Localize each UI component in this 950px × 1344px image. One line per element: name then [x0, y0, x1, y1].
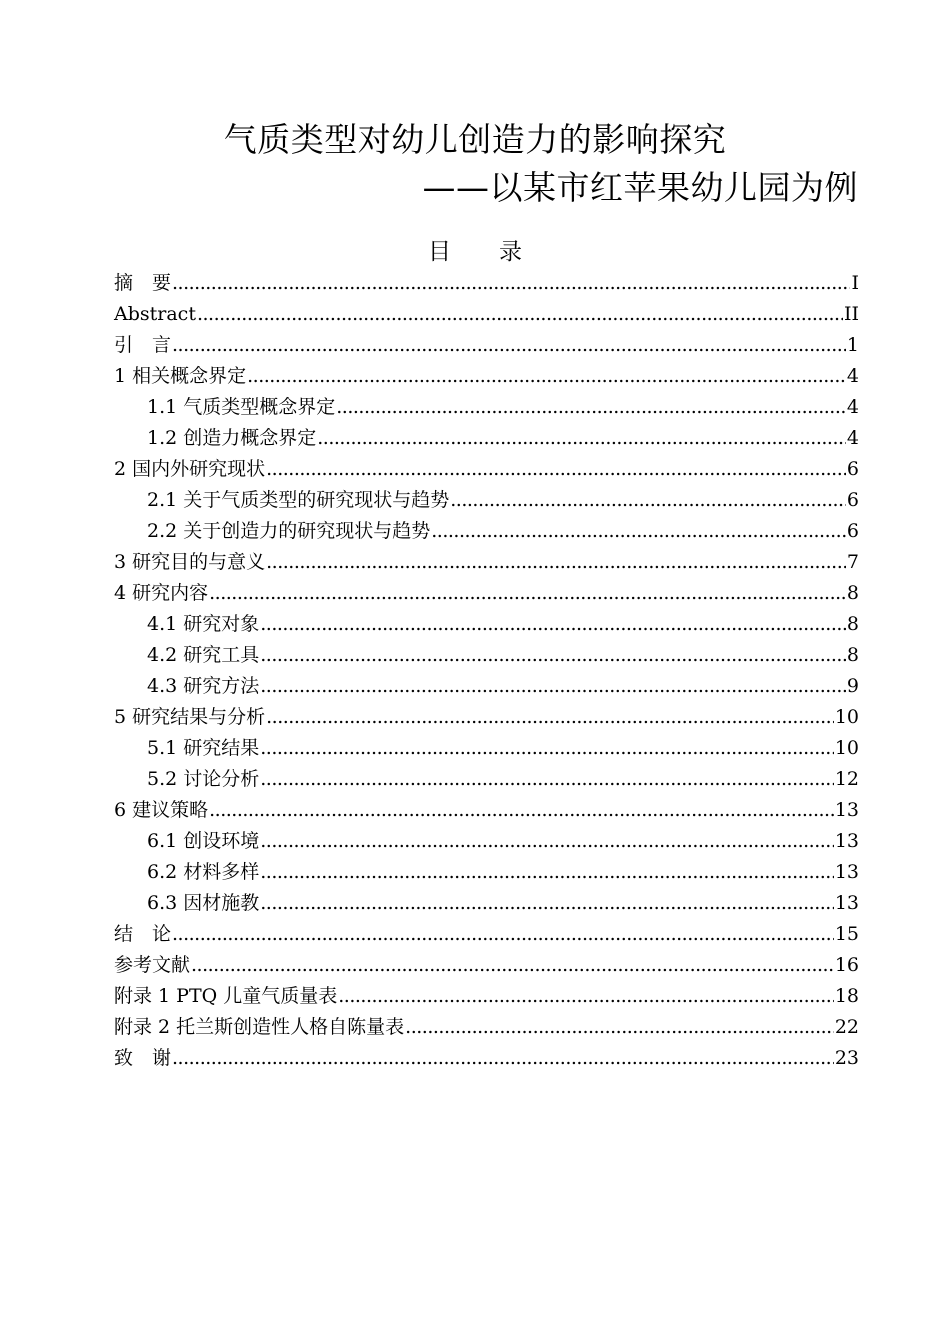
toc-entry[interactable] — [114, 361, 859, 392]
toc-dot-leader — [197, 299, 843, 330]
toc-entry-label: 2.2 关于创造力的研究现状与趋势 — [147, 520, 431, 542]
toc-dot-leader — [338, 981, 834, 1012]
toc-entry[interactable] — [114, 919, 859, 950]
toc-entry[interactable] — [114, 423, 859, 454]
toc-entry-page-number: 6 — [846, 520, 859, 542]
toc-entry-page-number: 4 — [846, 365, 859, 387]
toc-entry[interactable] — [114, 1012, 859, 1043]
toc-entry-page-number: 10 — [834, 706, 859, 728]
toc-entry-page-number: 22 — [834, 1016, 859, 1038]
toc-entry[interactable] — [114, 764, 859, 795]
toc-entry-label: 4.2 研究工具 — [147, 644, 260, 666]
toc-entry-label: 结 论 — [114, 923, 172, 945]
toc-entry-page-number: 9 — [846, 675, 859, 697]
toc-entry-page-number: 8 — [846, 613, 859, 635]
toc-entry-label: 1.1 气质类型概念界定 — [147, 396, 336, 418]
toc-dot-leader — [260, 640, 846, 671]
toc-entry-page-number: 16 — [834, 954, 859, 976]
toc-entry-page-number: 6 — [846, 489, 859, 511]
toc-entry-page-number: 13 — [834, 861, 859, 883]
toc-entry-page-number: 15 — [834, 923, 859, 945]
toc-entry-label: 附录 2 托兰斯创造性人格自陈量表 — [114, 1016, 405, 1038]
toc-dot-leader — [260, 733, 834, 764]
toc-entry[interactable] — [114, 888, 859, 919]
toc-entry-page-number: 7 — [846, 551, 859, 573]
toc-heading-char-1: 目 — [428, 239, 451, 265]
toc-entry-page-number: 10 — [834, 737, 859, 759]
toc-entry-page-number: II — [843, 303, 859, 325]
toc-entry[interactable] — [114, 702, 859, 733]
toc-dot-leader — [260, 857, 834, 888]
toc-dot-leader — [317, 423, 846, 454]
toc-entry[interactable] — [114, 640, 859, 671]
toc-entry-label: 4.1 研究对象 — [147, 613, 260, 635]
toc-entry-label: 5 研究结果与分析 — [114, 706, 266, 728]
toc-entry-page-number: 4 — [846, 427, 859, 449]
toc-entry-label: 4.3 研究方法 — [147, 675, 260, 697]
toc-dot-leader — [260, 609, 846, 640]
toc-heading — [0, 236, 950, 268]
toc-dot-leader — [172, 268, 850, 299]
document-title: 气质类型对幼儿创造力的影响探究 — [223, 120, 727, 159]
toc-entry-page-number: 13 — [834, 830, 859, 852]
toc-entry[interactable] — [114, 1043, 859, 1074]
toc-entry[interactable] — [114, 392, 859, 423]
toc-entry[interactable] — [114, 857, 859, 888]
toc-entry-page-number: 8 — [846, 644, 859, 666]
toc-entry-label: 致 谢 — [114, 1047, 172, 1069]
toc-entry-label: 6.1 创设环境 — [147, 830, 260, 852]
toc-entry-label: 摘 要 — [114, 272, 172, 294]
toc-entry[interactable] — [114, 516, 859, 547]
toc-entry-label: 2 国内外研究现状 — [114, 458, 266, 480]
toc-entry-page-number: 18 — [834, 985, 859, 1007]
toc-entry[interactable] — [114, 795, 859, 826]
toc-dot-leader — [260, 764, 834, 795]
toc-dot-leader — [260, 671, 846, 702]
toc-entry-label: 1.2 创造力概念界定 — [147, 427, 317, 449]
toc-entry[interactable] — [114, 671, 859, 702]
toc-entry[interactable] — [114, 950, 859, 981]
toc-entry-label: 5.2 讨论分析 — [147, 768, 260, 790]
toc-dot-leader — [266, 702, 834, 733]
toc-entry[interactable] — [114, 454, 859, 485]
document-subtitle: ——以某市红苹果幼儿园为例 — [422, 168, 858, 207]
toc-entry[interactable] — [114, 547, 859, 578]
toc-entry-label: 附录 1 PTQ 儿童气质量表 — [114, 985, 338, 1007]
toc-entry-label: 3 研究目的与意义 — [114, 551, 266, 573]
toc-entry-label: 4 研究内容 — [114, 582, 209, 604]
toc-entry[interactable] — [114, 609, 859, 640]
toc-dot-leader — [405, 1012, 834, 1043]
toc-entry-page-number: 8 — [846, 582, 859, 604]
toc-dot-leader — [209, 578, 846, 609]
toc-dot-leader — [191, 950, 834, 981]
toc-entry[interactable] — [114, 733, 859, 764]
toc-entry[interactable] — [114, 485, 859, 516]
toc-entry[interactable] — [114, 578, 859, 609]
toc-dot-leader — [260, 888, 834, 919]
toc-entry-page-number: 13 — [834, 799, 859, 821]
toc-dot-leader — [431, 516, 846, 547]
toc-entry-label: 6.2 材料多样 — [147, 861, 260, 883]
toc-entry-page-number: 6 — [846, 458, 859, 480]
toc-entry-page-number: 12 — [834, 768, 859, 790]
toc-dot-leader — [336, 392, 846, 423]
toc-dot-leader — [172, 330, 846, 361]
toc-entry-label: 1 相关概念界定 — [114, 365, 247, 387]
toc-entry-label: 2.1 关于气质类型的研究现状与趋势 — [147, 489, 450, 511]
toc-entry[interactable] — [114, 826, 859, 857]
toc-entry-label: 6.3 因材施教 — [147, 892, 260, 914]
toc-dot-leader — [209, 795, 834, 826]
toc-dot-leader — [172, 1043, 834, 1074]
toc-entry[interactable] — [114, 981, 859, 1012]
toc-dot-leader — [266, 454, 846, 485]
toc-dot-leader — [172, 919, 834, 950]
toc-entry-page-number: 13 — [834, 892, 859, 914]
toc-dot-leader — [450, 485, 846, 516]
toc-entry-label: 5.1 研究结果 — [147, 737, 260, 759]
toc-entry[interactable] — [114, 268, 859, 299]
toc-entry-label: 6 建议策略 — [114, 799, 209, 821]
toc-entry[interactable] — [114, 330, 859, 361]
toc-entry-page-number: 23 — [834, 1047, 859, 1069]
toc-entry-page-number: I — [851, 272, 859, 294]
toc-dot-leader — [266, 547, 846, 578]
toc-entry-label: 参考文献 — [114, 954, 191, 976]
toc-entry-page-number: 1 — [846, 334, 859, 356]
toc-dot-leader — [260, 826, 834, 857]
table-of-contents — [114, 268, 859, 1074]
toc-entry-page-number: 4 — [846, 396, 859, 418]
toc-dot-leader — [247, 361, 846, 392]
toc-entry-label: 引 言 — [114, 334, 172, 356]
toc-heading-char-2: 录 — [499, 239, 522, 265]
toc-entry-label: Abstract — [114, 303, 196, 325]
toc-entry[interactable] — [114, 299, 859, 330]
